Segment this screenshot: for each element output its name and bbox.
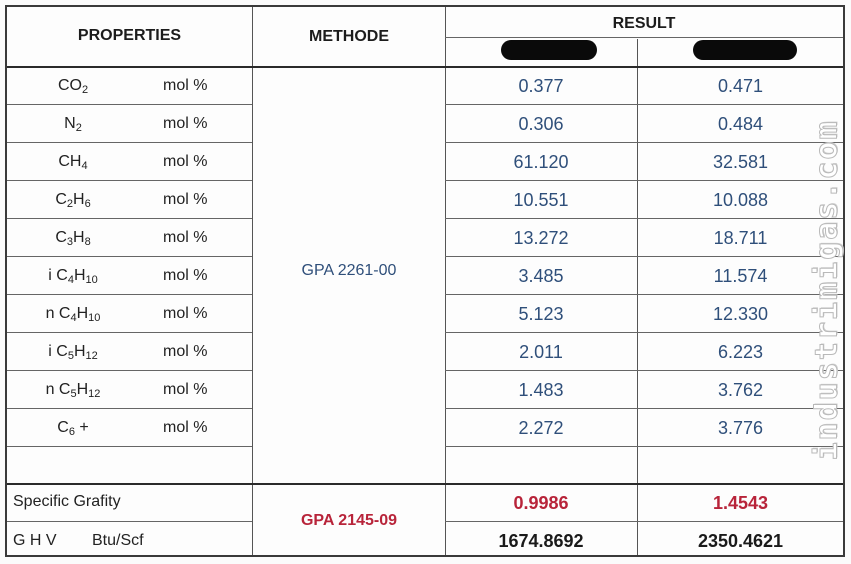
ghv-sample-1: 1674.8692 (498, 531, 584, 551)
value-sample-1: 2.272 (518, 418, 564, 438)
watermark-text: industrimigas.com (809, 119, 845, 461)
unit: mol % (163, 305, 208, 322)
value-sample-1: 0.306 (518, 114, 564, 134)
table-row (7, 67, 843, 105)
specific-gravity-sample-1: 0.9986 (513, 493, 569, 513)
header-methode: METHODE (309, 28, 389, 45)
table-row (7, 333, 843, 371)
table-row (7, 295, 843, 333)
component-name: $CH_4$ (58, 153, 88, 172)
table-row (7, 105, 843, 143)
value-sample-1: 13.272 (513, 228, 569, 248)
method-specific-gravity: GPA 2145-09 (300, 512, 398, 529)
redacted-sample-2 (693, 40, 797, 60)
method-gas-composition: GPA 2261-00 (301, 262, 397, 279)
table-row (7, 219, 843, 257)
unit: mol % (163, 419, 208, 436)
table-row (7, 143, 843, 181)
unit: mol % (163, 115, 208, 132)
value-sample-2: 3.776 (717, 418, 764, 438)
redacted-sample-1 (501, 40, 597, 60)
divider (7, 483, 843, 485)
table-row (7, 409, 843, 447)
value-sample-2: 0.471 (717, 76, 764, 96)
value-sample-2: 12.330 (712, 304, 769, 324)
ghv-unit: Btu/Scf (92, 532, 144, 549)
component-name: $N_2$ (64, 115, 82, 134)
component-name: $C_6$ + (57, 419, 89, 438)
component-name: $CO_2$ (57, 77, 89, 96)
gas-analysis-table (5, 5, 845, 557)
component-name: n $C_4H_{10}$ (45, 305, 101, 324)
component-name: n $C_5H_{12}$ (45, 381, 101, 400)
value-sample-2: 32.581 (712, 152, 769, 172)
component-name: i $C_5H_{12}$ (48, 343, 98, 362)
value-sample-1: 1.483 (518, 380, 564, 400)
ghv-sample-2: 2350.4621 (697, 531, 784, 551)
unit: mol % (163, 343, 208, 360)
table-row (7, 371, 843, 409)
value-sample-1: 5.123 (518, 304, 564, 324)
specific-gravity-label: Specific Grafity (13, 493, 121, 510)
divider (445, 37, 843, 38)
value-sample-1: 61.120 (513, 152, 569, 172)
unit: mol % (163, 77, 208, 94)
component-name: i $C_4H_{10}$ (48, 267, 98, 286)
header-properties: PROPERTIES (77, 27, 182, 44)
value-sample-2: 0.484 (717, 114, 764, 134)
unit: mol % (163, 191, 208, 208)
value-sample-2: 6.223 (717, 342, 764, 362)
component-name: $C_2H_6$ (55, 191, 91, 210)
value-sample-1: 3.485 (518, 266, 564, 286)
watermark (807, 115, 847, 465)
value-sample-2: 3.762 (717, 380, 764, 400)
unit: mol % (163, 381, 208, 398)
value-sample-2: 18.711 (713, 228, 768, 248)
unit: mol % (163, 229, 208, 246)
component-name: $C_3H_8$ (55, 229, 91, 248)
ghv-label: G H V (13, 532, 57, 549)
value-sample-1: 0.377 (518, 76, 564, 96)
unit: mol % (163, 153, 208, 170)
value-sample-1: 2.011 (519, 342, 563, 362)
value-sample-1: 10.551 (513, 190, 569, 210)
value-sample-2: 10.088 (712, 190, 769, 210)
value-sample-2: 11.574 (713, 266, 768, 286)
specific-gravity-sample-2: 1.4543 (712, 493, 769, 513)
unit: mol % (163, 267, 208, 284)
table-row (7, 181, 843, 219)
header-result: RESULT (612, 15, 676, 32)
